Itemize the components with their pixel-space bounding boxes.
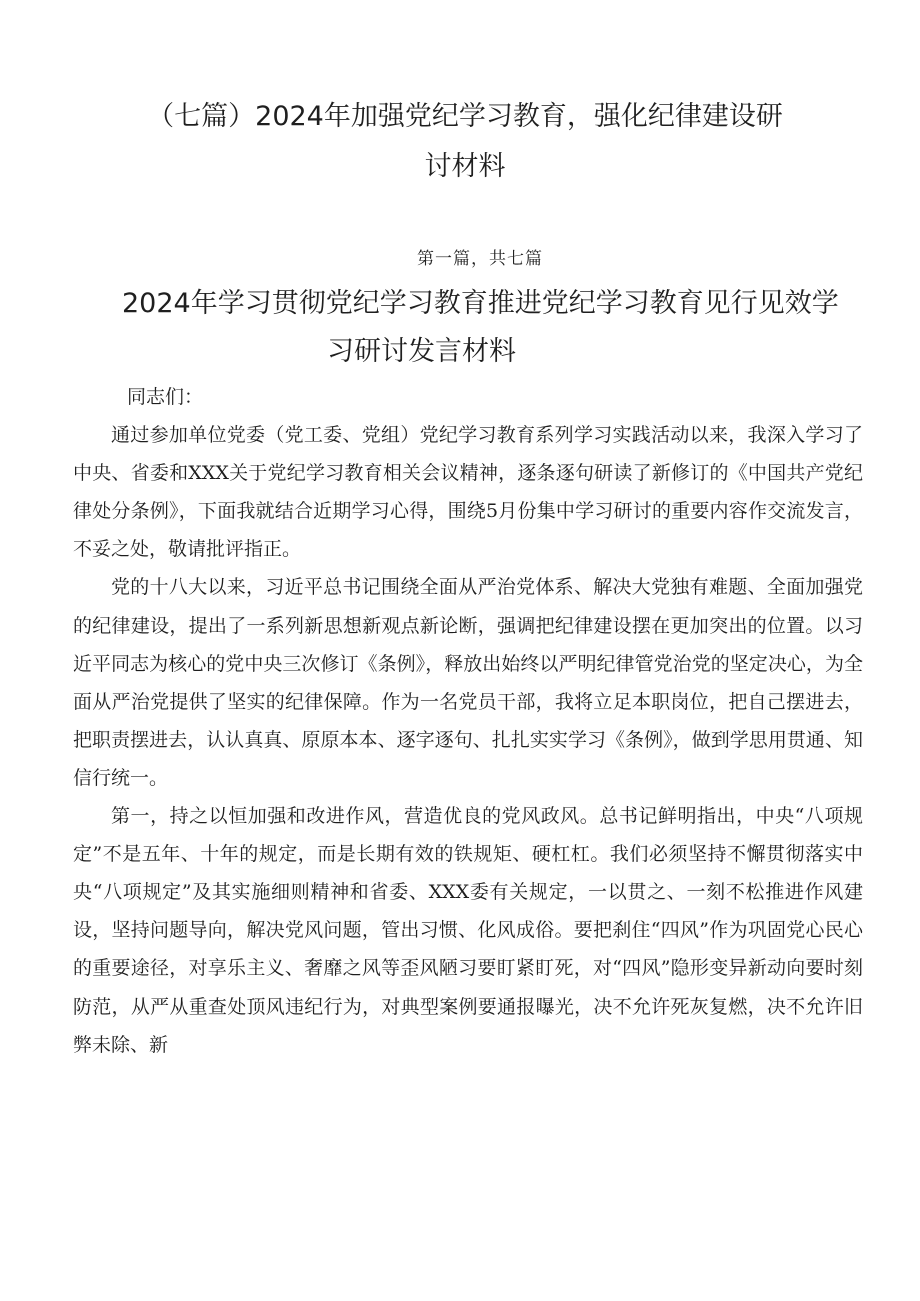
section-title-line-2: 习研讨发言材料 <box>327 336 516 367</box>
section-title <box>122 280 862 376</box>
document-title <box>80 92 850 192</box>
salutation: 同志们： <box>127 386 204 408</box>
body-text <box>73 378 863 1064</box>
part-label: 第一篇，共七篇 <box>417 249 543 269</box>
paragraph: 第一，持之以恒加强和改进作风，营造优良的党风政风。总书记鲜明指出，中央“八项规定”不是五年、十年的规定，而是长期有效的铁规矩、硬杠杠。我们必须坚持不懈贯彻落实中央“八项规定”及其实施细则精神和省委、XXX委有关规定，一以贯之、一刻不松推进作风建设，坚持问题导向，解决党风问题，管出习惯、化风成俗。要把刹住“四风”作为巩固党心民心的重要途径，对享乐主义、奢靡之风等歪风陋习要盯紧盯死，对“四风”隐形变异新动向要时刻防范，从严从重查处顶风违纪行为，对典型案例要通报曝光，决不允许死灰复燃，决不允许旧弊未除、新 <box>73 805 863 1056</box>
paragraph: 通过参加单位党委（党工委、党组）党纪学习教育系列学习实践活动以来，我深入学习了中央、省委和XXX关于党纪学习教育相关会议精神，逐条逐句研读了新修订的《中国共产党纪律处分条例》，下面我就结合近期学习心得，围绕5月份集中学习研讨的重要内容作交流发言，不妥之处，敬请批评指正。 <box>73 424 863 561</box>
section-title-line-1: 2024年学习贯彻党纪学习教育推进党纪学习教育见行见效学 <box>122 288 839 319</box>
document-title-line-2: 讨材料 <box>424 151 506 182</box>
document-title-line-1: （七篇）2024年加强党纪学习教育，强化纪律建设研 <box>147 101 783 132</box>
paragraph: 党的十八大以来，习近平总书记围绕全面从严治党体系、解决大党独有难题、全面加强党的纪律建设，提出了一系列新思想新观点新论断，强调把纪律建设摆在更加突出的位置。以习近平同志为核心的党中央三次修订《条例》，释放出始终以严明纪律管党治党的坚定决心，为全面从严治党提供了坚实的纪律保障。作为一名党员干部，我将立足本职岗位，把自己摆进去，把职责摆进去，认认真真、原原本本、逐字逐句、扎扎实实学习《条例》，做到学思用贯通、知信行统一。 <box>73 576 863 789</box>
